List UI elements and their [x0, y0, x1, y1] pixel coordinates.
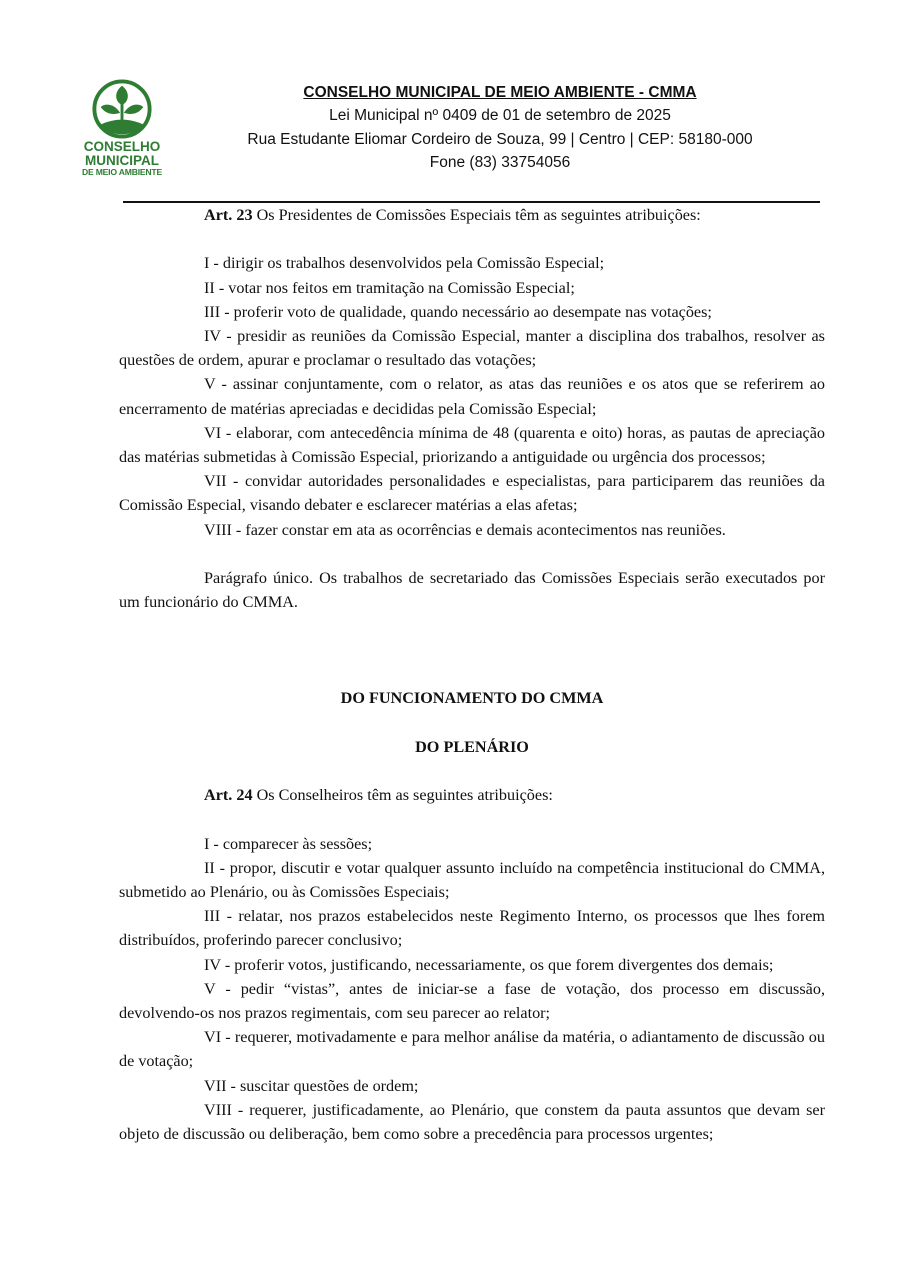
- article-item: III - relatar, nos prazos estabelecidos neste Regimento Interno, os processos que lhes forem distribuídos, proferindo parecer conclusivo;: [119, 907, 825, 950]
- article-item: V - assinar conjuntamente, com o relator, as atas das reuniões e os atos que se referirem ao encerramento de matérias apreciadas e decididas pela Comissão Especial;: [119, 375, 825, 418]
- section-subtitle: DO PLENÁRIO: [415, 737, 529, 756]
- law-reference: Lei Municipal nº 0409 de 01 de setembro de 2025: [329, 107, 671, 124]
- address: Rua Estudante Eliomar Cordeiro de Souza, 99 | Centro | CEP: 58180-000: [247, 130, 753, 148]
- phone: Fone (83) 33754056: [429, 154, 571, 171]
- cmma-logo: [70, 78, 174, 184]
- logo-text-line3: DE MEIO AMBIENTE: [81, 167, 163, 177]
- article-item: VIII - requerer, justificadamente, ao Plenário, que constem da pauta assuntos que devam ser objeto de discussão ou deliberação, bem como sobre a precedência para processos urgentes;: [119, 1100, 825, 1144]
- article-item: VII - suscitar questões de ordem;: [204, 1076, 419, 1095]
- letterhead: [200, 82, 800, 175]
- logo-text-line2: MUNICIPAL: [85, 152, 159, 168]
- document-body: [119, 203, 825, 1146]
- article-item: VI - requerer, motivadamente e para melhor análise da matéria, o adiantamento de discussão ou de votação;: [119, 1028, 825, 1071]
- paragrafo-unico: Parágrafo único. Os trabalhos de secretariado das Comissões Especiais serão executados por um funcionário do CMMA.: [119, 569, 825, 612]
- organization-title: CONSELHO MUNICIPAL DE MEIO AMBIENTE - CMMA: [303, 84, 697, 101]
- section-title: DO FUNCIONAMENTO DO CMMA: [340, 689, 604, 708]
- article-item: II - votar nos feitos em tramitação na Comissão Especial;: [204, 278, 575, 297]
- article-24-intro: Art. 24 Os Conselheiros têm as seguintes atribuições:: [204, 786, 553, 805]
- article-label: Art. 24: [204, 786, 253, 805]
- article-item: VIII - fazer constar em ata as ocorrências e demais acontecimentos nas reuniões.: [204, 520, 726, 539]
- article-23-intro: Art. 23 Os Presidentes de Comissões Especiais têm as seguintes atribuições:: [204, 206, 701, 224]
- article-label: Art. 23: [204, 206, 253, 224]
- article-item: IV - proferir votos, justificando, necessariamente, os que forem divergentes dos demais;: [204, 955, 774, 974]
- article-item: II - propor, discutir e votar qualquer assunto incluído na competência institucional do CMMA, submetido ao Plenário, ou às Comissões Especiais;: [119, 858, 825, 901]
- article-item: VI - elaborar, com antecedência mínima de 48 (quarenta e oito) horas, as pautas de apreciação das matérias submetidas à Comissão Especial, priorizando a antiguidade ou urgência dos processos;: [119, 423, 825, 467]
- article-item: I - dirigir os trabalhos desenvolvidos pela Comissão Especial;: [204, 254, 605, 273]
- sprout-in-circle-icon: [91, 78, 153, 140]
- article-item: IV - presidir as reuniões da Comissão Especial, manter a disciplina dos trabalhos, resolver as questões de ordem, apurar e proclamar o resultado das votações;: [119, 327, 825, 370]
- article-item: III - proferir voto de qualidade, quando necessário ao desempate nas votações;: [204, 302, 712, 321]
- logo-text-line1: CONSELHO: [83, 139, 161, 154]
- article-item: I - comparecer às sessões;: [204, 834, 373, 853]
- article-item: V - pedir “vistas”, antes de iniciar-se a fase de votação, dos processo em discussão, devolvendo-os nos prazos regimentais, com seu parecer ao relator;: [119, 979, 825, 1023]
- article-item: VII - convidar autoridades personalidades e especialistas, para participarem das reuniões da Comissão Especial, visando debater e esclarecer matérias a elas afetas;: [119, 472, 825, 515]
